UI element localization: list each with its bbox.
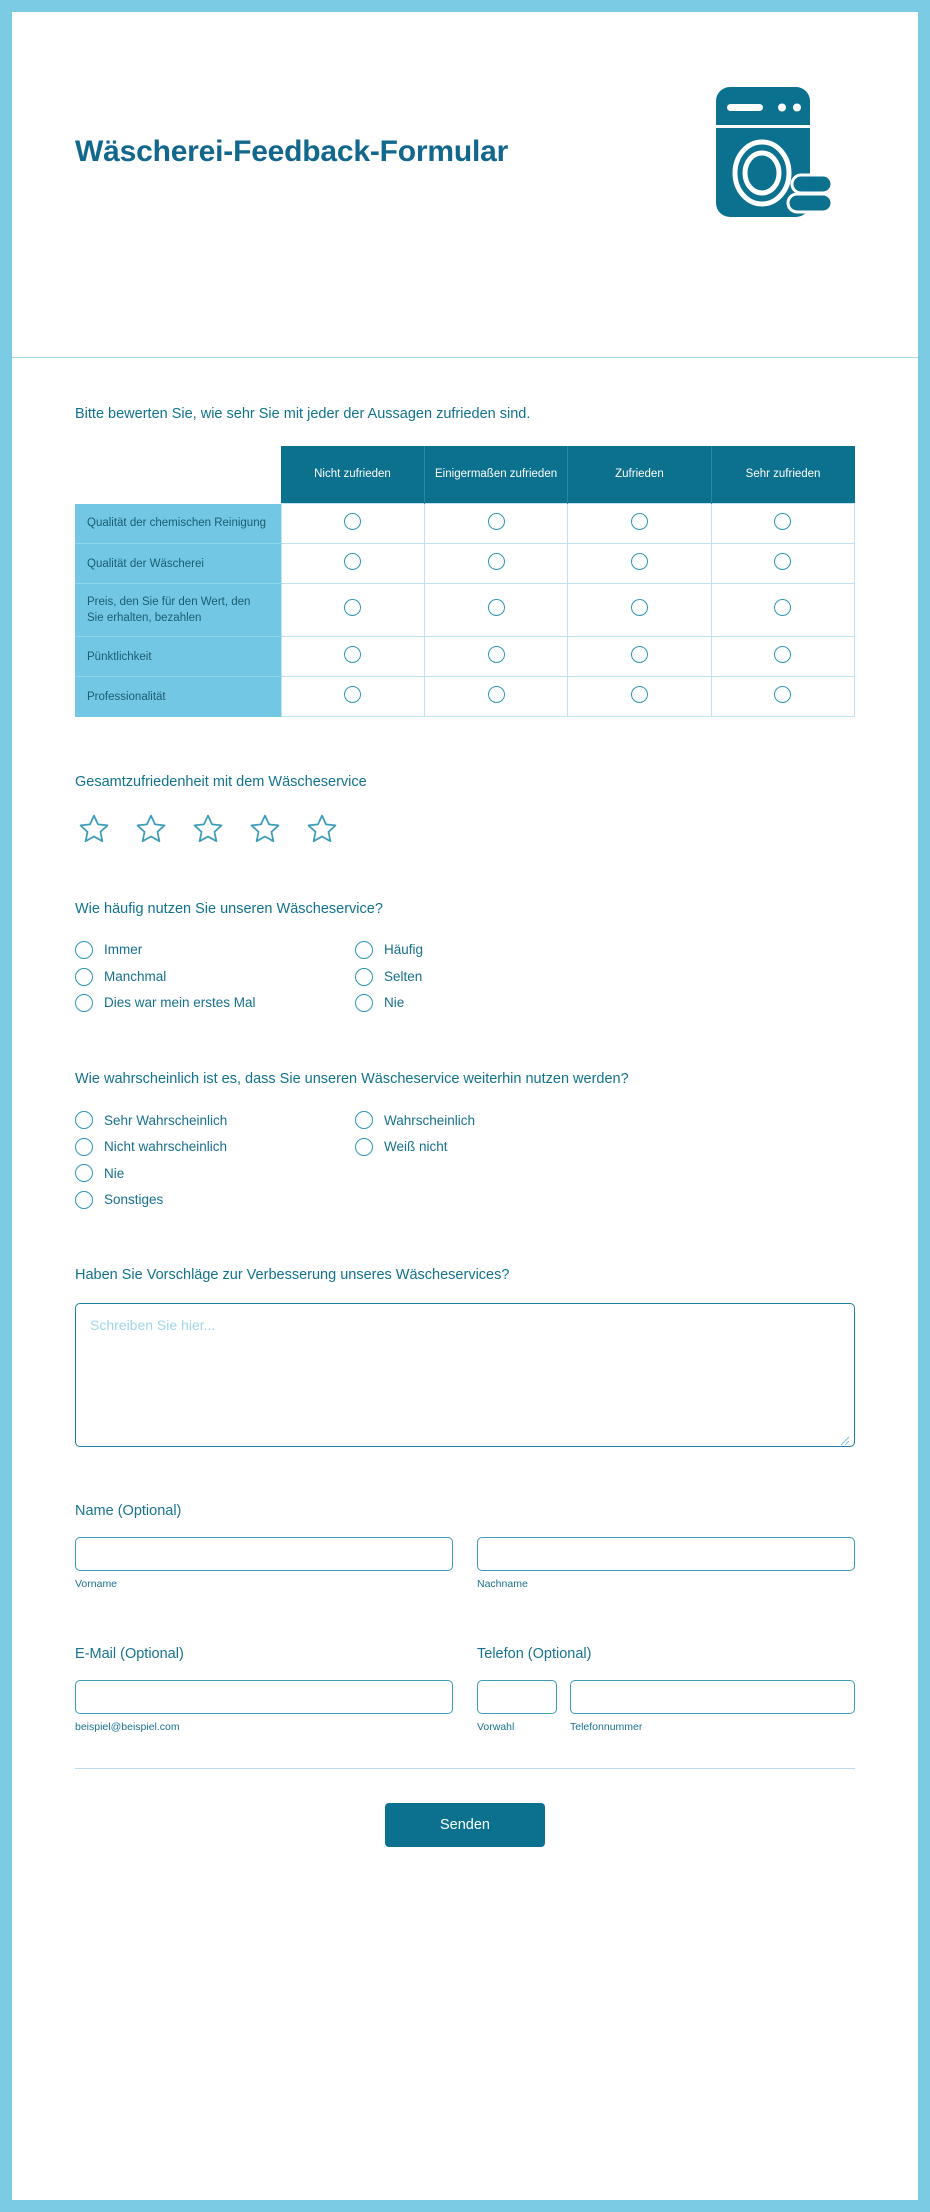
option-label: Selten — [384, 968, 423, 984]
matrix-body — [75, 504, 855, 717]
phone-prefix-input[interactable] — [477, 1680, 557, 1714]
radio-icon[interactable] — [355, 941, 373, 959]
frequency-options-left — [75, 937, 355, 1017]
radio-icon[interactable] — [75, 941, 93, 959]
email-group — [75, 1645, 453, 1733]
likelihood-question: Wie wahrscheinlich ist es, dass Sie unseren Wäscheservice weiterhin nutzen werden? — [75, 1071, 629, 1088]
matrix-cell[interactable] — [568, 544, 711, 584]
matrix-table-wrap — [75, 446, 855, 718]
radio-icon[interactable] — [75, 1111, 93, 1129]
email-hint: beispiel@beispiel.com — [75, 1721, 180, 1734]
matrix-column-header: Zufrieden — [568, 446, 711, 504]
matrix-radio[interactable] — [488, 686, 505, 703]
frequency-option-immer[interactable] — [75, 937, 355, 964]
matrix-header-blank — [75, 446, 281, 504]
washing-machine-icon — [710, 87, 832, 217]
likelihood-options — [75, 1107, 855, 1213]
rating-question: Gesamtzufriedenheit mit dem Wäscheservice — [75, 774, 367, 791]
option-label: Nicht wahrscheinlich — [104, 1139, 228, 1155]
matrix-cell[interactable] — [281, 544, 424, 584]
matrix-question: Bitte bewerten Sie, wie sehr Sie mit jeder der Aussagen zufrieden sind. — [75, 406, 531, 422]
suggestions-section — [75, 1213, 855, 1447]
likelihood-options-right — [355, 1107, 855, 1213]
phone-inputs — [477, 1680, 855, 1714]
matrix-radio[interactable] — [488, 646, 505, 663]
table-row — [75, 544, 855, 584]
matrix-cell[interactable] — [711, 637, 854, 677]
radio-icon[interactable] — [355, 1138, 373, 1156]
phone-prefix-hint: Vorwahl — [477, 1721, 515, 1734]
name-label: Name (Optional) — [75, 1502, 182, 1519]
star-icon[interactable] — [77, 812, 111, 846]
matrix-radio[interactable] — [774, 646, 791, 663]
matrix-radio[interactable] — [488, 599, 505, 616]
option-label: Nie — [104, 1165, 125, 1181]
matrix-radio[interactable] — [344, 513, 361, 530]
matrix-radio[interactable] — [488, 553, 505, 570]
likelihood-option-nicht-wahrscheinlich[interactable] — [75, 1134, 355, 1161]
matrix-row-label: Preis, den Sie für den Wert, den Sie erhalten, bezahlen — [75, 584, 281, 637]
radio-icon[interactable] — [75, 1138, 93, 1156]
first-name-group — [75, 1537, 453, 1591]
matrix-cell[interactable] — [568, 504, 711, 544]
option-label: Sonstiges — [104, 1192, 164, 1208]
matrix-cell[interactable] — [568, 677, 711, 717]
frequency-question: Wie häufig nutzen Sie unseren Wäscheservice? — [75, 901, 383, 918]
phone-group — [477, 1645, 855, 1733]
table-row — [75, 584, 855, 637]
frequency-options — [75, 937, 855, 1017]
suggestions-question: Haben Sie Vorschläge zur Verbesserung unseres Wäscheservices? — [75, 1267, 510, 1284]
matrix-radio[interactable] — [631, 599, 648, 616]
option-label: Manchmal — [104, 968, 167, 984]
radio-icon[interactable] — [355, 968, 373, 986]
matrix-row-label: Pünktlichkeit — [75, 637, 281, 677]
last-name-group — [477, 1537, 855, 1591]
form-sheet — [12, 12, 918, 2200]
matrix-radio[interactable] — [631, 513, 648, 530]
matrix-radio[interactable] — [344, 599, 361, 616]
form-content — [12, 358, 918, 1847]
matrix-radio[interactable] — [774, 513, 791, 530]
radio-icon[interactable] — [355, 994, 373, 1012]
suggestions-textarea[interactable] — [75, 1303, 855, 1447]
first-name-input[interactable] — [75, 1537, 453, 1571]
phone-number-input[interactable] — [570, 1680, 855, 1714]
matrix-cell[interactable] — [424, 504, 567, 544]
likelihood-option-nie[interactable] — [75, 1160, 355, 1187]
radio-icon[interactable] — [75, 1191, 93, 1209]
option-label: Sehr Wahrscheinlich — [104, 1112, 228, 1128]
likelihood-option-sehr-wahrscheinlich[interactable] — [75, 1107, 355, 1134]
star-icon[interactable] — [134, 812, 168, 846]
likelihood-option-wahrscheinlich[interactable] — [355, 1107, 855, 1134]
likelihood-option-weiss-nicht[interactable] — [355, 1134, 855, 1161]
form-header — [12, 12, 918, 358]
matrix-cell[interactable] — [281, 584, 424, 637]
matrix-radio[interactable] — [631, 686, 648, 703]
name-section — [75, 1447, 855, 1590]
matrix-radio[interactable] — [488, 513, 505, 530]
matrix-radio[interactable] — [774, 686, 791, 703]
last-name-input[interactable] — [477, 1537, 855, 1571]
frequency-options-right — [355, 937, 855, 1017]
page-title: Wäscherei-Feedback-Formular — [75, 135, 509, 168]
matrix-radio[interactable] — [344, 553, 361, 570]
email-label: E-Mail (Optional) — [75, 1646, 184, 1663]
matrix-row-label: Qualität der chemischen Reinigung — [75, 504, 281, 544]
matrix-cell[interactable] — [711, 544, 854, 584]
option-label: Nie — [384, 995, 405, 1011]
matrix-radio[interactable] — [344, 646, 361, 663]
option-label: Dies war mein erstes Mal — [104, 995, 256, 1011]
matrix-cell[interactable] — [424, 637, 567, 677]
matrix-section — [75, 358, 855, 717]
frequency-section — [75, 846, 855, 1016]
textarea-placeholder: Schreiben Sie hier... — [90, 1316, 216, 1333]
matrix-radio[interactable] — [631, 646, 648, 663]
frequency-option-haeufig[interactable] — [355, 937, 855, 964]
name-row — [75, 1537, 855, 1591]
frequency-option-nie[interactable] — [355, 990, 855, 1017]
first-name-hint: Vorname — [75, 1577, 118, 1590]
phone-hints — [477, 1714, 855, 1734]
likelihood-section — [75, 1016, 855, 1213]
contact-section — [75, 1590, 855, 1733]
option-label: Weiß nicht — [384, 1139, 448, 1155]
email-input[interactable] — [75, 1680, 453, 1714]
resize-handle-icon[interactable] — [840, 1433, 850, 1443]
matrix-radio[interactable] — [344, 686, 361, 703]
matrix-cell[interactable] — [424, 584, 567, 637]
star-icon[interactable] — [305, 812, 339, 846]
radio-icon[interactable] — [75, 994, 93, 1012]
frequency-option-manchmal[interactable] — [75, 963, 355, 990]
matrix-column-header: Sehr zufrieden — [711, 446, 854, 504]
option-label: Häufig — [384, 942, 424, 958]
matrix-cell[interactable] — [424, 677, 567, 717]
matrix-column-header: Nicht zufrieden — [281, 446, 424, 504]
matrix-cell[interactable] — [568, 637, 711, 677]
matrix-cell[interactable] — [711, 677, 854, 717]
table-row — [75, 504, 855, 544]
last-name-hint: Nachname — [477, 1577, 528, 1590]
matrix-cell[interactable] — [281, 677, 424, 717]
submit-button[interactable]: Senden — [385, 1803, 545, 1847]
matrix-cell[interactable] — [281, 504, 424, 544]
form-footer — [75, 1769, 855, 1847]
star-icon[interactable] — [248, 812, 282, 846]
matrix-row-label: Professionalität — [75, 677, 281, 717]
table-row — [75, 637, 855, 677]
option-label: Wahrscheinlich — [384, 1112, 476, 1128]
contact-row — [75, 1645, 855, 1733]
table-row — [75, 677, 855, 717]
matrix-header-row — [75, 446, 855, 504]
phone-label: Telefon (Optional) — [477, 1646, 592, 1663]
option-label: Immer — [104, 942, 143, 958]
radio-icon[interactable] — [75, 968, 93, 986]
matrix-cell[interactable] — [281, 637, 424, 677]
phone-number-hint: Telefonnummer — [570, 1721, 643, 1734]
rating-section — [75, 717, 855, 846]
matrix-cell[interactable] — [424, 544, 567, 584]
frequency-option-selten[interactable] — [355, 963, 855, 990]
matrix-radio[interactable] — [631, 553, 648, 570]
matrix-cell[interactable] — [711, 584, 854, 637]
satisfaction-matrix-table — [75, 446, 855, 718]
matrix-radio[interactable] — [774, 599, 791, 616]
likelihood-option-sonstiges[interactable] — [75, 1187, 355, 1214]
star-icon[interactable] — [191, 812, 225, 846]
matrix-cell[interactable] — [711, 504, 854, 544]
matrix-radio[interactable] — [774, 553, 791, 570]
matrix-column-header: Einigermaßen zufrieden — [424, 446, 567, 504]
matrix-cell[interactable] — [568, 584, 711, 637]
likelihood-options-left — [75, 1107, 355, 1213]
frequency-option-erstes-mal[interactable] — [75, 990, 355, 1017]
radio-icon[interactable] — [355, 1111, 373, 1129]
star-rating-control[interactable] — [75, 812, 855, 846]
matrix-row-label: Qualität der Wäscherei — [75, 544, 281, 584]
radio-icon[interactable] — [75, 1164, 93, 1182]
